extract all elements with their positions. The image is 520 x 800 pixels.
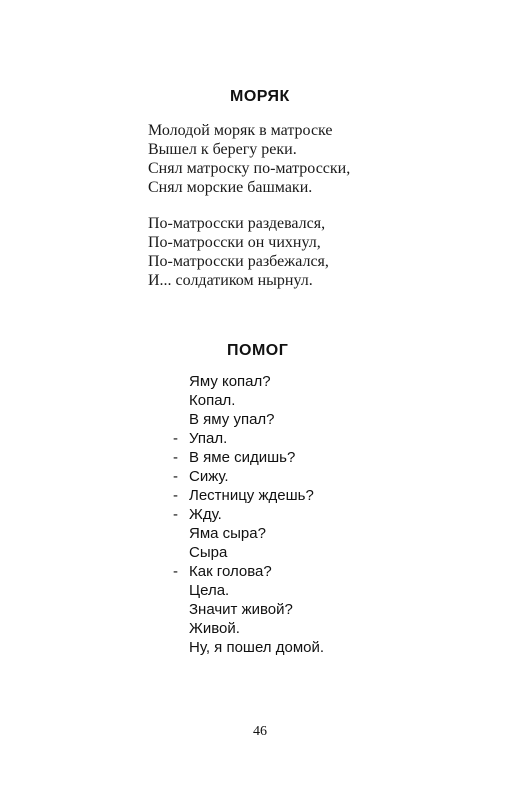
poem-title-moryak: МОРЯК xyxy=(230,88,290,105)
dialog-line xyxy=(173,524,324,543)
dialog-line xyxy=(173,505,324,524)
dialog-line xyxy=(173,581,324,600)
dialog-text: Яма сыра? xyxy=(189,525,266,542)
poem-title-pomog: ПОМОГ xyxy=(227,342,289,359)
verse-line: Вышел к берегу реки. xyxy=(148,141,297,158)
dialog-text: Лестницу ждешь? xyxy=(189,487,314,504)
dialog-line xyxy=(173,372,324,391)
dialog-line xyxy=(173,410,324,429)
dialog-line xyxy=(173,619,324,638)
dialog-text: Сыра xyxy=(189,544,228,561)
dialog-text: Яму копал? xyxy=(189,373,271,390)
dialog-line xyxy=(173,486,324,505)
verse-line: И... солдатиком нырнул. xyxy=(148,272,313,289)
verse-line: Снял матроску по-матросски, xyxy=(148,160,351,177)
poem-moryak-stanza-1 xyxy=(148,121,350,197)
dialog-text: Живой. xyxy=(189,620,240,637)
dialog-dash: - xyxy=(173,487,178,504)
dialog-text: В яму упал? xyxy=(189,411,275,428)
dialog-line xyxy=(173,429,324,448)
dialog-dash: - xyxy=(173,563,178,580)
dialog-text: Копал. xyxy=(189,392,236,409)
dialog-text: Как голова? xyxy=(189,563,272,580)
dialog-text: Значит живой? xyxy=(189,601,293,618)
dialog-text: Сижу. xyxy=(189,468,229,485)
dialog-line xyxy=(173,467,324,486)
dialog-dash: - xyxy=(173,468,178,485)
dialog-dash: - xyxy=(173,430,178,447)
dialog-text: В яме сидишь? xyxy=(189,449,296,466)
page-number: 46 xyxy=(253,724,267,739)
dialog-dash: - xyxy=(173,449,178,466)
dialog-text: Упал. xyxy=(189,430,228,447)
poem-pomog-dialog xyxy=(173,372,324,657)
dialog-line xyxy=(173,562,324,581)
dialog-line xyxy=(173,600,324,619)
dialog-text: Цела. xyxy=(189,582,230,599)
verse-line: Снял морские башмаки. xyxy=(148,179,313,196)
dialog-text: Жду. xyxy=(189,506,222,523)
verse-line: Молодой моряк в матроске xyxy=(148,122,333,139)
verse-line: По-матросски он чихнул, xyxy=(148,234,321,251)
dialog-line xyxy=(173,448,324,467)
dialog-line xyxy=(173,543,324,562)
poem-moryak-stanza-2 xyxy=(148,214,329,290)
verse-line: По-матросски раздевался, xyxy=(148,215,326,232)
dialog-text: Ну, я пошел домой. xyxy=(189,639,325,656)
dialog-line xyxy=(173,391,324,410)
verse-line: По-матросски разбежался, xyxy=(148,253,329,270)
dialog-line xyxy=(173,638,324,657)
dialog-dash: - xyxy=(173,506,178,523)
